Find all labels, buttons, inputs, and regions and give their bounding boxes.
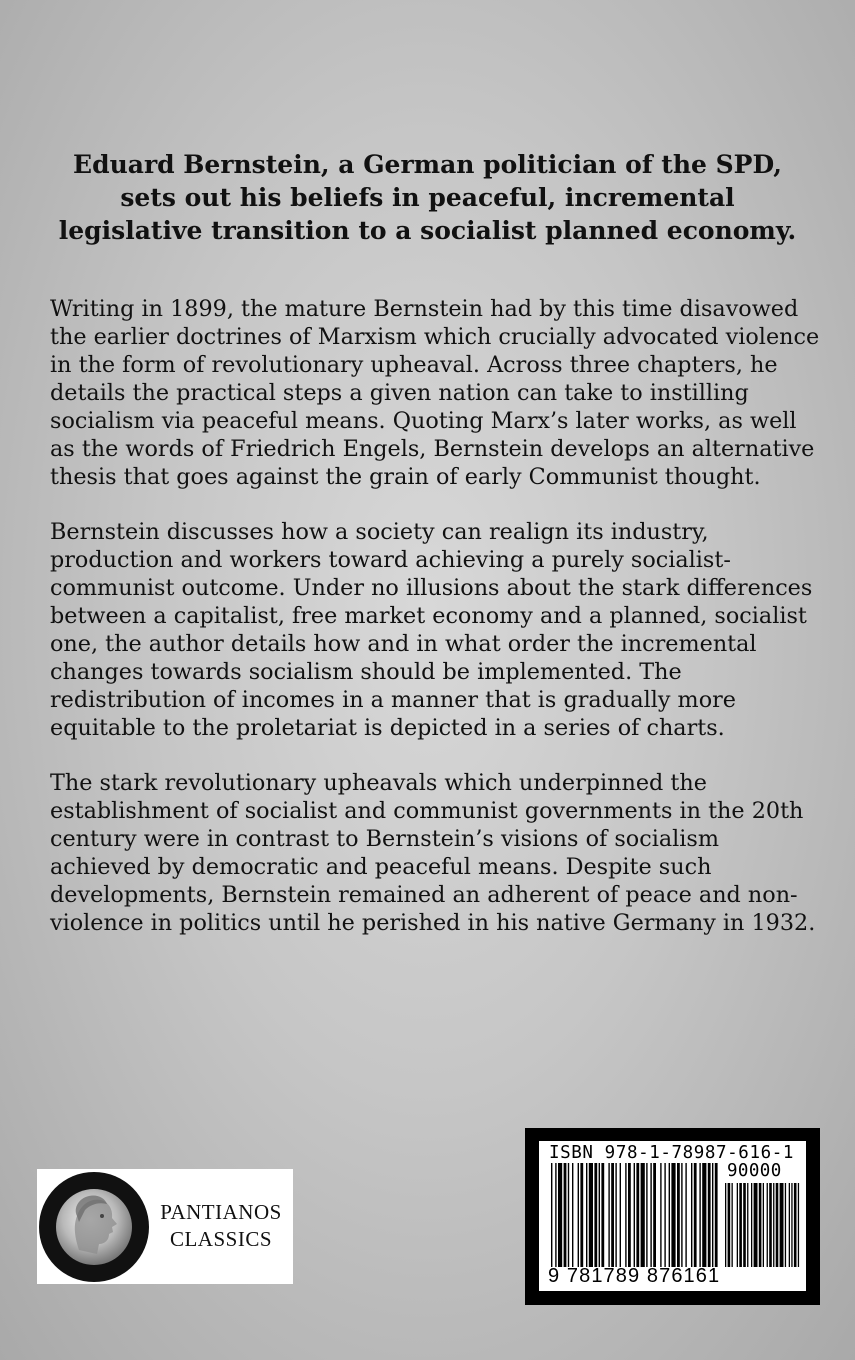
barcode-bar xyxy=(608,1163,609,1267)
barcode-bar xyxy=(694,1163,697,1267)
barcode-bar xyxy=(615,1163,616,1267)
barcode-bar xyxy=(580,1163,583,1267)
addon-digits: 90000 xyxy=(727,1161,782,1181)
barcode-bar xyxy=(763,1183,764,1267)
barcode-bar xyxy=(646,1163,647,1267)
barcode-bar xyxy=(685,1163,686,1267)
publisher-name-line-1: PANTIANOS xyxy=(160,1200,282,1224)
barcode-bar xyxy=(653,1163,656,1267)
barcode-panel xyxy=(539,1141,806,1291)
isbn-text: ISBN 978-1-78987-616-1 xyxy=(549,1143,794,1163)
barcode-bar xyxy=(641,1163,645,1267)
barcode-bar xyxy=(769,1183,772,1267)
barcode-bar xyxy=(671,1163,675,1267)
barcode-bar xyxy=(558,1163,562,1267)
barcode-bar xyxy=(620,1163,621,1267)
barcode-bar xyxy=(728,1183,731,1267)
barcode-bar xyxy=(791,1183,792,1267)
barcode-bar xyxy=(759,1183,762,1267)
barcode-bar xyxy=(586,1163,587,1267)
barcode-bar xyxy=(780,1183,784,1267)
barcode-bar xyxy=(691,1163,692,1267)
barcode-bar xyxy=(681,1163,682,1267)
barcode-bar xyxy=(708,1163,711,1267)
barcode-bar xyxy=(636,1163,639,1267)
barcode-bar xyxy=(564,1163,567,1267)
barcode-bar xyxy=(589,1163,593,1267)
publisher-name xyxy=(149,1199,293,1253)
barcode-bar xyxy=(594,1163,597,1267)
description xyxy=(50,295,820,964)
barcode-bar xyxy=(743,1183,746,1267)
tagline-line-2: sets out his beliefs in peaceful, incremental xyxy=(120,183,735,212)
barcode-bar xyxy=(650,1163,651,1267)
barcode-bar xyxy=(572,1163,573,1267)
barcode-bar xyxy=(702,1163,706,1267)
barcode-bar xyxy=(664,1163,665,1267)
description-paragraph-3: The stark revolutionary upheavals which underpinned the establishment of socialist and communist governments in the 20th century were in contrast to Bernstein’s visions of socialism achieved by democratic and peaceful means. Despite such developments, Bernstein remained an adherent of peace and non-violence in politics until he perished in his native Germany in 1932. xyxy=(50,770,816,936)
description-paragraph-2: Bernstein discusses how a society can realign its industry, production and workers toward achieving a purely socialist-communist outcome. Under no illusions about the stark differences between a capitalist, free market economy and a planned, socialist one, the author details how and in what order the incremental changes towards socialism should be implemented. The redistribution of incomes in a manner that is gradually more equitable to the proletariat is depicted in a series of charts. xyxy=(50,519,813,741)
tagline xyxy=(40,148,815,247)
barcode-bar xyxy=(677,1163,680,1267)
barcode-bar xyxy=(601,1163,604,1267)
coin-head-icon xyxy=(39,1172,149,1282)
tagline-line-3: legislative transition to a socialist planned economy. xyxy=(58,216,797,245)
barcode-bar xyxy=(725,1183,726,1267)
barcode-bar xyxy=(751,1183,752,1267)
barcode-bar xyxy=(578,1163,579,1267)
barcode-bar xyxy=(715,1163,718,1267)
barcode-bar xyxy=(551,1163,552,1267)
ean-digits: 9 781789 876161 xyxy=(548,1265,721,1287)
barcode-bar xyxy=(739,1183,742,1267)
barcode-bar xyxy=(754,1183,758,1267)
barcode-bar xyxy=(660,1163,661,1267)
tagline-line-1: Eduard Bernstein, a German politician of the SPD, xyxy=(73,150,782,179)
publisher-name-line-2: CLASSICS xyxy=(169,1227,273,1251)
barcode-bar xyxy=(625,1163,626,1267)
publisher-logo xyxy=(37,1169,293,1284)
barcode-bar xyxy=(737,1183,738,1267)
barcode-bar xyxy=(634,1163,635,1267)
barcode-bar xyxy=(732,1183,733,1267)
barcode-bar xyxy=(699,1163,700,1267)
barcode-bar xyxy=(773,1183,774,1267)
barcode-bar xyxy=(628,1163,631,1267)
description-paragraph-1: Writing in 1899, the mature Bernstein had by this time disavowed the earlier doctrines of Marxism which crucially advocated violence in the form of revolutionary upheaval. Across three chapters, he details the practical steps a given nation can take to instilling socialism via peaceful means. Quoting Marx’s later works, as well as the words of Friedrich Engels, Bernstein develops an alternative thesis that goes against the grain of early Communist thought. xyxy=(50,296,820,490)
barcode-bar xyxy=(789,1183,790,1267)
barcode-bar xyxy=(611,1163,614,1267)
barcode-bar xyxy=(599,1163,600,1267)
barcode-bar xyxy=(712,1163,713,1267)
barcode-bar xyxy=(747,1183,748,1267)
barcode-bar xyxy=(669,1163,670,1267)
barcode-bar xyxy=(794,1183,797,1267)
barcode-block xyxy=(525,1128,820,1305)
barcode-bar xyxy=(555,1163,556,1267)
barcode-bar xyxy=(798,1183,799,1267)
barcode-bar xyxy=(568,1163,569,1267)
barcode-bar xyxy=(785,1183,786,1267)
barcode-bar xyxy=(776,1183,779,1267)
barcode-bar xyxy=(767,1183,768,1267)
